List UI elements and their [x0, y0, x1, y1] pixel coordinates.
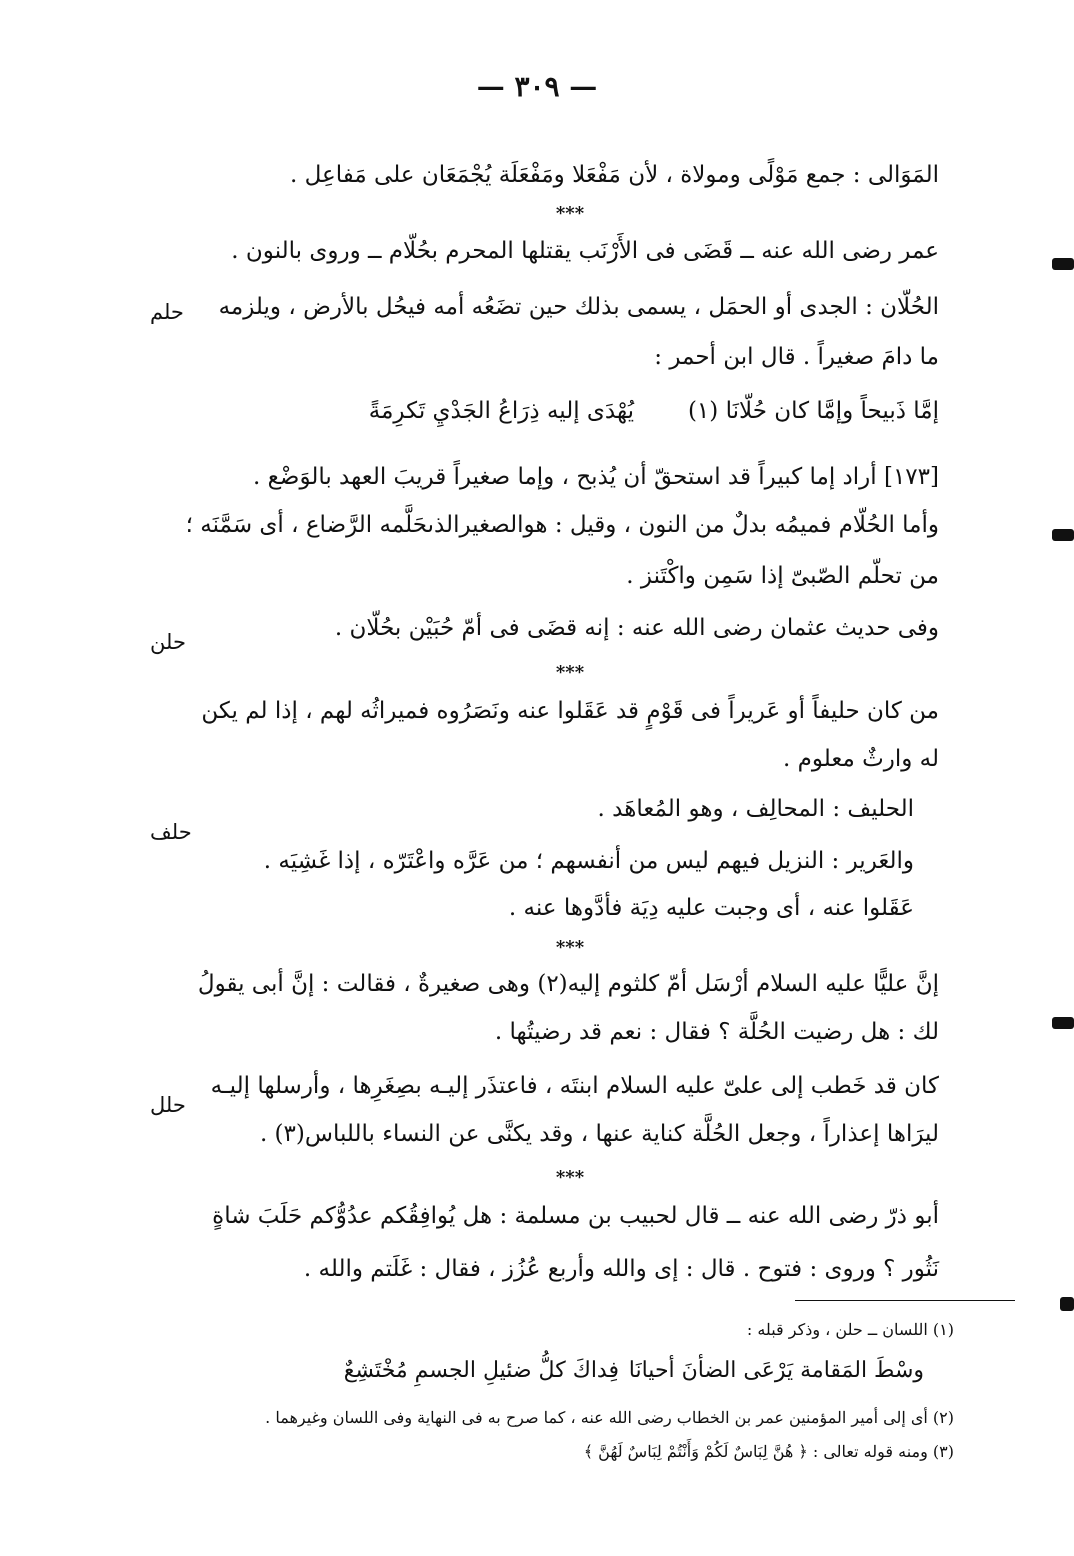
text-line: إنَّ عليًّا عليه السلام أرْسَل أمّ كلثوم إليه(٢) وهى صغيرةٌ ، فقالت : إنَّ أبى يقولُ — [197, 971, 939, 997]
section-separator: *** — [555, 1167, 585, 1188]
edge-mark — [1060, 1297, 1074, 1311]
edge-mark — [1052, 529, 1074, 541]
footnote-verse-right: فِداكَ كلُّ ضئيلِ الجسمِ مُخْتَشِعٌ — [343, 1358, 619, 1383]
text-line: له وارثٌ معلوم . — [783, 746, 939, 772]
footnote: (٢) أى إلى أمير المؤمنين عمر بن الخطاب رضى الله عنه ، كما صرح به فى النهاية وفى اللسان وغيرهما . — [265, 1408, 954, 1427]
margin-root-word: حلن — [150, 630, 186, 654]
text-line: والعَرير : النزيل فيهم ليس من أنفسهم ؛ من عَرَّه واعْتَرّه ، إذا غَشِيَه . — [263, 848, 914, 874]
text-line: نَثُور ؟ وروى : فتوح . قال : إى والله وأربع عُزُز ، فقال : غَلَتم والله . — [303, 1256, 939, 1282]
page-number: — ٣٠٩ — — [476, 70, 598, 103]
text-line: عَقَلوا عنه ، أى وجبت عليه دِيَة فأدَّوها عنه . — [508, 895, 914, 921]
footnote-rule — [795, 1300, 1015, 1301]
text-line: من تحلّم الصّبىّ إذا سَمِن واكْتَنز . — [626, 563, 939, 589]
section-separator: *** — [555, 203, 585, 224]
text-line: وفى حديث عثمان رضى الله عنه : إنه قضَى فى أمّ حُبَيْن بحُلّان . — [334, 615, 939, 641]
verse-left-hemistich: إمَّا ذَبيحاً وإمَّا كان حُلّانَا (١) — [687, 398, 939, 424]
text-line: من كان حليفاً أو عَريراً فى قَوْمٍ قد عَقَلوا عنه ونَصَرُوه فميراثُه لهم ، إذا لم يكن — [201, 698, 939, 724]
text-line: ما دامَ صغيراً . قال ابن أحمر : — [654, 344, 939, 370]
verse-right-hemistich: يُهْدَى إليه ذِرَاعُ الجَدْيِ تَكرِمَةً — [368, 398, 634, 424]
footnote: (١) اللسان ــ حلن ، وذكر قبله : — [746, 1320, 954, 1339]
text-line: عمر رضى الله عنه ــ قَضَى فى الأَرْنَب يقتلها المحرم بحُلّام ــ وروى بالنون . — [231, 238, 939, 264]
footnote-verse-left: وسْطَ المَقامة يَرْعَى الضأنَ أحيانَا — [628, 1358, 924, 1383]
margin-root-word: حلف — [150, 820, 192, 844]
text-line: الحليف : المحالِف ، وهو المُعاهَد . — [597, 796, 914, 822]
section-separator: *** — [555, 662, 585, 683]
text-line: ليرَاها إعذاراً ، وجعل الحُلَّة كناية عنها ، وقد يكنَّى عن النساء باللباس(٣) . — [259, 1121, 939, 1147]
section-separator: *** — [555, 937, 585, 958]
text-line: كان قد خَطب إلى علىّ عليه السلام ابنتَه ، فاعتذَر إليـه بصِغَرِها ، وأرسلها إليـه — [210, 1073, 939, 1099]
footnote: (٣) ومنه قوله تعالى : ﴿ هُنَّ لِبَاسٌ لَكُمْ وَأَنْتُمْ لِبَاسٌ لَهُنَّ ﴾ — [583, 1442, 954, 1461]
margin-root-word: حلل — [150, 1093, 186, 1117]
text-line: المَوَالى : جمع مَوْلًى ومولاة ، لأن مَفْعَلا ومَفْعَلَة يُجْمَعَان على مَفاعِل . — [289, 162, 939, 188]
edge-mark — [1052, 258, 1074, 270]
text-line: أبو ذرّ رضى الله عنه ــ قال لحبيب بن مسلمة : هل يُوافِقُكم عدُوُّكم حَلَبَ شاةٍ — [212, 1203, 939, 1229]
margin-root-word: حلم — [150, 300, 184, 324]
text-line: لك : هل رضيت الحُلَّة ؟ فقال : نعم قد رضيتُها . — [494, 1019, 939, 1045]
text-line: [١٧٣] أراد إما كبيراً قد استحقّ أن يُذبح ، وإما صغيراً قريبَ العهد بالوَضْع . — [253, 464, 939, 490]
text-line: وأما الحُلّام فميمُه بدلٌ من النون ، وقيل : هوالصغيرالذىحَلَّمه الرَّضاع ، أى سَمَّنَه ؛ — [185, 512, 939, 538]
edge-mark — [1052, 1017, 1074, 1029]
text-line: الحُلّان : الجدى أو الحمَل ، يسمى بذلك حين تضَعُه أمه فيحُل بالأرض ، ويلزمه — [218, 294, 939, 320]
